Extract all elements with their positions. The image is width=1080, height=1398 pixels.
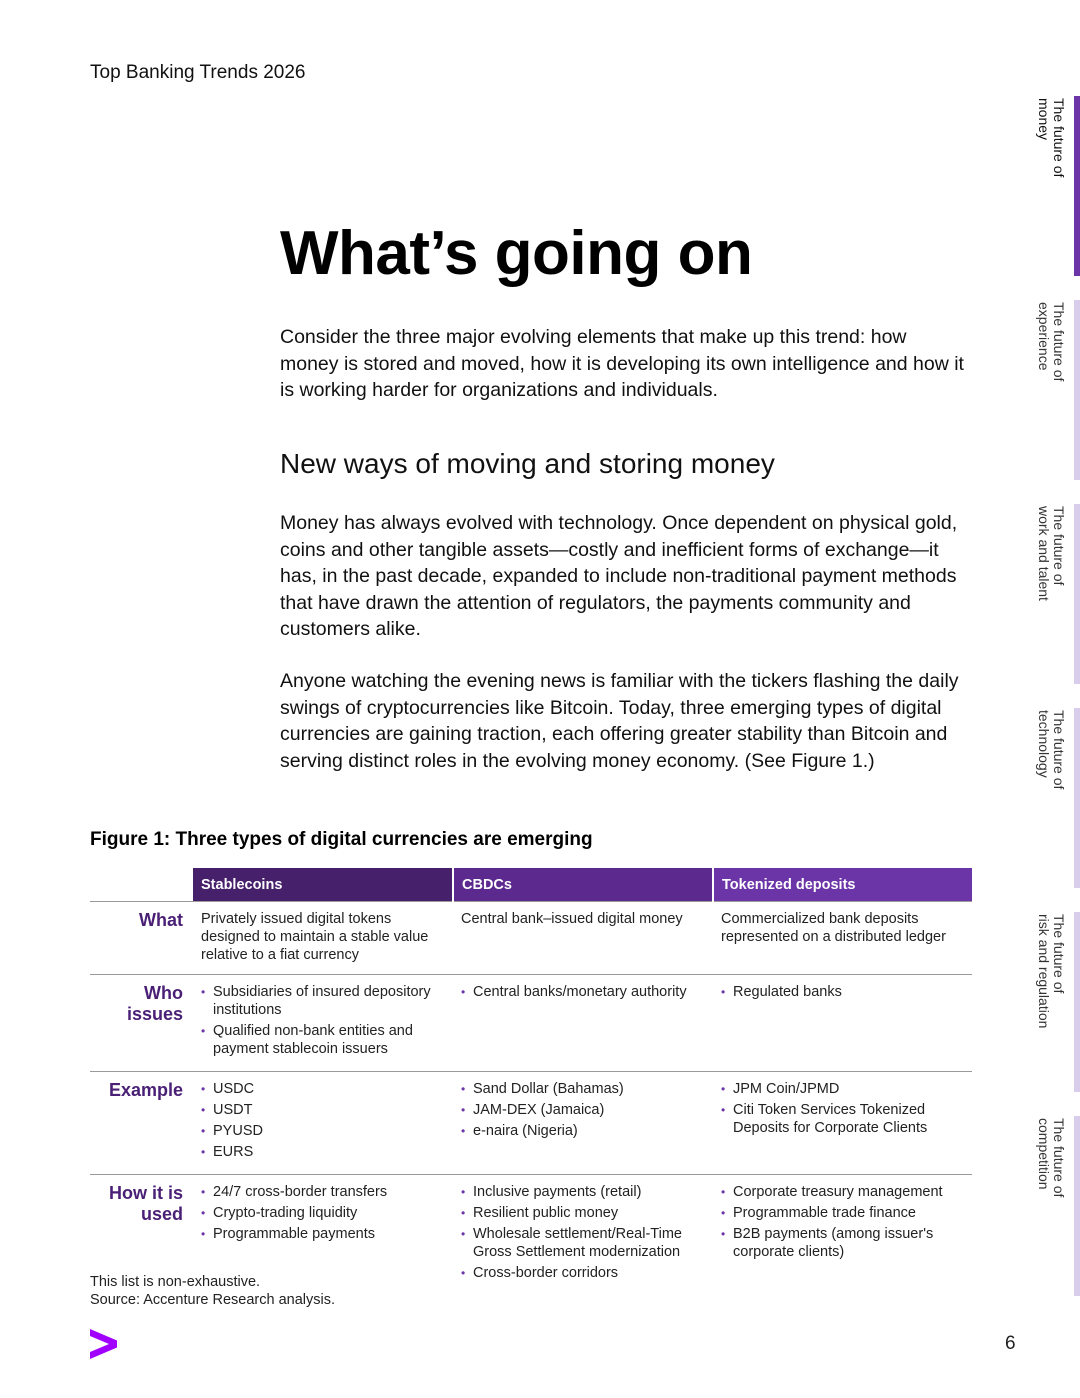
list-item: • Programmable trade finance [721, 1204, 964, 1222]
list-item: • e-naira (Nigeria) [461, 1122, 705, 1140]
list-item: • Subsidiaries of insured depository institutions [201, 983, 445, 1019]
row-label: What [90, 902, 193, 975]
table-cell: Privately issued digital tokens designed to maintain a stable value relative to a fiat currency [193, 902, 453, 975]
list-item: • JPM Coin/JPMD [721, 1080, 964, 1098]
table-cell [713, 1072, 972, 1175]
tab-indicator [1074, 504, 1080, 684]
table-cell: Central bank–issued digital money [453, 902, 713, 975]
list-item: • Wholesale settlement/Real-Time Gross Settlement modernization [461, 1225, 705, 1261]
table-cell [193, 1072, 453, 1175]
tab-label: The future of risk and regulation [1036, 914, 1067, 1029]
list-item: • Crypto-trading liquidity [201, 1204, 445, 1222]
list-item: • EURS [201, 1143, 445, 1161]
list-item: • Inclusive payments (retail) [461, 1183, 705, 1201]
accenture-logo-icon [89, 1329, 117, 1359]
tab-indicator [1074, 1116, 1080, 1296]
tab-indicator [1074, 96, 1080, 276]
list-item: • Citi Token Services Tokenized Deposits for Corporate Clients [721, 1101, 964, 1137]
table-cell [193, 975, 453, 1072]
section-subhead: New ways of moving and storing money [280, 448, 775, 479]
row-label: Example [90, 1072, 193, 1175]
digital-currencies-table [90, 868, 972, 1295]
list-item: • USDC [201, 1080, 445, 1098]
figure-title: Figure 1: Three types of digital currencies are emerging [90, 829, 593, 850]
tab-label: The future of experience [1036, 302, 1067, 382]
list-item: • Qualified non-bank entities and payment stablecoin issuers [201, 1022, 445, 1058]
tab-label: The future of work and talent [1036, 506, 1067, 601]
column-header-cbdcs: CBDCs [453, 868, 713, 902]
source-note: Source: Accenture Research analysis. [90, 1292, 336, 1308]
list-item: • B2B payments (among issuer's corporate clients) [721, 1225, 964, 1261]
list-item: • Resilient public money [461, 1204, 705, 1222]
tab-label: The future of technology [1036, 710, 1067, 790]
page-title: What’s going on [280, 219, 753, 288]
row-label: How it is used [108, 1183, 183, 1224]
figure-note [90, 1273, 335, 1309]
table-cell [453, 1072, 713, 1175]
list-item: • Sand Dollar (Bahamas) [461, 1080, 705, 1098]
table-corner [90, 868, 193, 902]
tab-label: The future of money [1036, 98, 1067, 178]
list-item: • Regulated banks [721, 983, 964, 1001]
page-number: 6 [1005, 1333, 1016, 1354]
table-row-example [90, 1072, 972, 1175]
tab-future-of-competition[interactable] [1036, 1116, 1080, 1296]
list-item: • JAM-DEX (Jamaica) [461, 1101, 705, 1119]
tab-future-of-work-and-talent[interactable] [1036, 504, 1080, 684]
list-item: • USDT [201, 1101, 445, 1119]
table-cell [453, 975, 713, 1072]
tab-indicator [1074, 300, 1080, 480]
tab-future-of-experience[interactable] [1036, 300, 1080, 480]
non-exhaustive-note: This list is non-exhaustive. [90, 1274, 261, 1290]
table-row-who-issues [90, 975, 972, 1072]
body-paragraph-2: Anyone watching the evening news is familiar with the tickers flashing the daily swings of cryptocurrencies like Bitcoin. Today, three emerging types of digital currencies are gaining traction, each offering greater stability than Bitcoin and serving distinct roles in the evolving money economy. (See Figure 1.) [280, 670, 959, 772]
intro-paragraph: Consider the three major evolving elements that make up this trend: how money is stored and moved, how it is developing its own intelligence and how it is working harder for organizations and individuals. [280, 326, 964, 401]
body-paragraph-1: Money has always evolved with technology. Once dependent on physical gold, coins and other tangible assets—costly and inefficient forms of exchange—it has, in the past decade, expanded to include non-traditional payment methods that have drawn the attention of regulators, the payments community and customers alike. [280, 512, 958, 640]
tab-future-of-money[interactable] [1036, 96, 1080, 276]
column-header-tokenized-deposits: Tokenized deposits [713, 868, 972, 902]
table-cell [713, 975, 972, 1072]
tab-future-of-risk-and-regulation[interactable] [1036, 912, 1080, 1092]
table-cell: Commercialized bank deposits represented on a distributed ledger [713, 902, 972, 975]
table-row-what [90, 902, 972, 975]
list-item: • Cross-border corridors [461, 1264, 705, 1282]
list-item: • PYUSD [201, 1122, 445, 1140]
tab-indicator [1074, 912, 1080, 1092]
list-item: • Central banks/monetary authority [461, 983, 705, 1001]
tab-future-of-technology[interactable] [1036, 708, 1080, 888]
row-label: Who issues [90, 975, 193, 1072]
table-cell [453, 1175, 713, 1296]
table-cell [713, 1175, 972, 1296]
column-header-stablecoins: Stablecoins [193, 868, 453, 902]
tab-indicator [1074, 708, 1080, 888]
list-item: • 24/7 cross-border transfers [201, 1183, 445, 1201]
list-item: • Corporate treasury management [721, 1183, 964, 1201]
running-header: Top Banking Trends 2026 [90, 62, 306, 83]
list-item: • Programmable payments [201, 1225, 445, 1243]
tab-label: The future of competition [1036, 1118, 1067, 1198]
